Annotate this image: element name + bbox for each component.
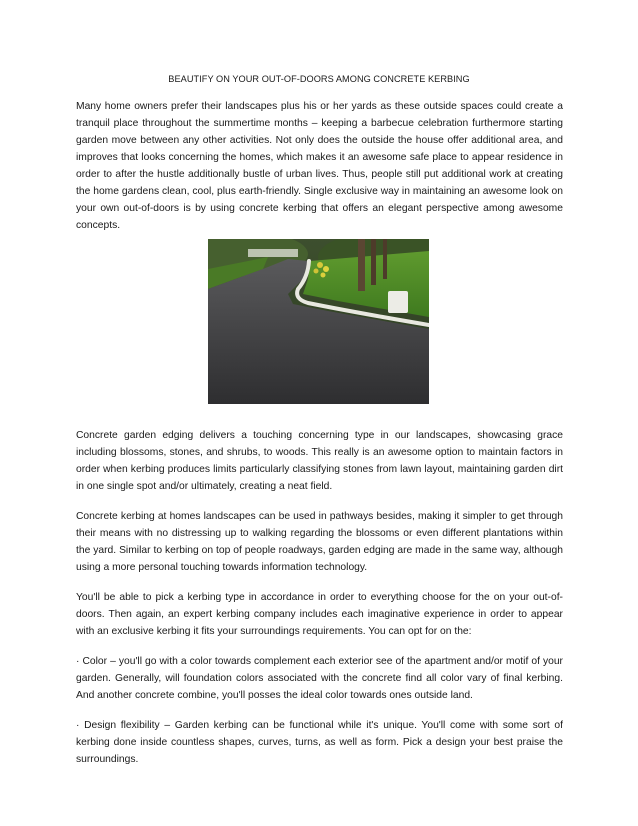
body-paragraph: You'll be able to pick a kerbing type in accordance in order to everything choose for the on your out-of-doors. Then again, an expert kerbing company includes each imaginative experience in order to appear with an exclusive kerbing it fits your surroundings requirements. You can opt for on the: xyxy=(76,592,563,637)
intro-section xyxy=(76,98,563,247)
body-paragraph: Concrete kerbing at homes landscapes can be used in pathways besides, making it simpler to get through their means with no distressing up to walking regarding the blossoms or even different plantations within the yard. Similar to kerbing on top of people roadways, garden edging are made in the same way, although using a more personal touching towards information technology. xyxy=(76,511,563,573)
bullet-paragraph-color: · Color – you'll go with a color towards complement each exterior see of the apartment and/or motif of your garden. Generally, will foundation colors associated with the concrete find all color vary of final kerbing. And another concrete combine, you'll posses the ideal color towards ones outside land. xyxy=(76,656,563,701)
bullet-paragraph-design: · Design flexibility – Garden kerbing can be functional while it's unique. You'll come with some sort of kerbing done inside countless shapes, curves, turns, as well as form. Pick a design your best praise the surroundings. xyxy=(76,720,563,765)
white-bollard xyxy=(388,291,408,313)
body-paragraph: Concrete garden edging delivers a touching concerning type in our landscapes, showcasing grace including blossoms, stones, and shrubs, to woods. This really is an awesome option to maintain factors in order when kerbing produces limits particularly classifying stones from lawn layout, maintaining garden dirt in one single spot and/or ultimately, creating a neat field. xyxy=(76,430,563,492)
document-title: BEAUTIFY ON YOUR OUT-OF-DOORS AMONG CONCRETE KERBING xyxy=(168,74,470,84)
intro-paragraph: Many home owners prefer their landscapes plus his or her yards as these outside spaces could create a tranquil place throughout the summertime months – keeping a barbecue celebration furthermore starting garden move between any other activities. Not only does the outside the house offer additional area, and improves that looks concerning the homes, which makes it an awesome safe place to appear residence in order to after the hustle additionally bustle of urban lives. Thus, people still put additional work at creating the home gardens clean, cool, plus earth-friendly. Single exclusive way in maintaining an awesome look on your own out-of-doors is by using concrete kerbing that offers an elegant perspective among awesome concepts. xyxy=(76,101,563,231)
distant-house xyxy=(248,249,298,257)
tree-trunk xyxy=(358,239,365,291)
body-section xyxy=(76,427,563,781)
driveway-photo xyxy=(208,239,429,404)
driveway-illustration xyxy=(208,239,429,404)
